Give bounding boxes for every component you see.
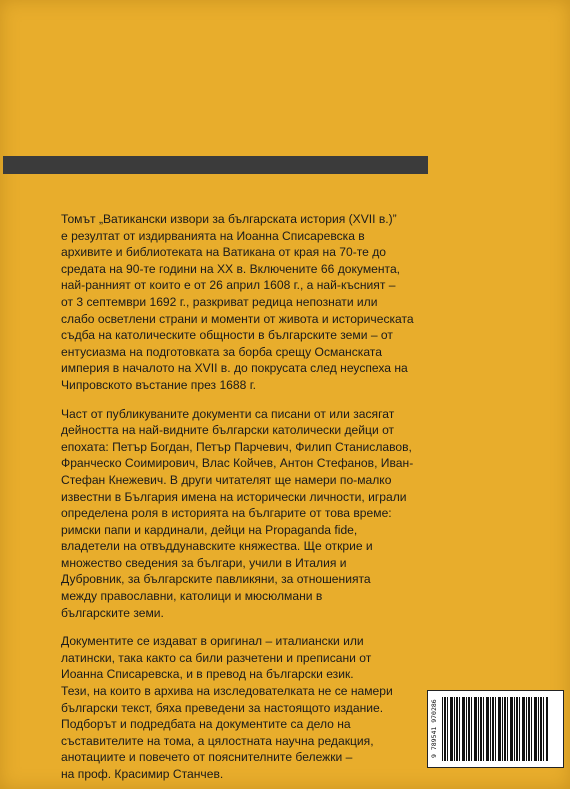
decorative-bar [3, 156, 428, 174]
isbn-barcode [427, 690, 564, 768]
barcode-icon [442, 697, 548, 761]
paragraph-2: Част от публикуваните документи са писани от или засягат дейността на най-видните български католически дейци от епохата: Петър Богдан, Петър Парчевич, Филип Станиславов, Франческо Соимирович, Влас Койчев, Антон Стефанов, Иван- Стефан Кнежевич. В други читателят ще намери по-малко известни в България имена на исторически личности, играли определена роля в историята на българите от това време: римски папи и кардинали, дейци на Propaganda fide, владетели на отвъддунавските княжества. Ще открие и множество сведения за българи, учили в Италия и Дубровник, за българските павликяни, за отношенията между православни, католици и мюсюлмани в българските земи. [61, 406, 414, 620]
paragraph-1: Томът „Ватикански извори за българската история (XVII в.)” е резултат от издирванията на Иоанна Списаревска в архивите и библиотеката на Ватикана от края на 70-те до средата на 90-те години на XX в. Включените 66 документа, най-ранният от които е от 26 април 1608 г., а най-късният – от 3 септември 1692 г., разкриват редица непознати или слабо осветлени страни и моменти от живота и историческата съдба на католическите общности в българските земи – от ентусиазма на подготовката за борба срещу Османската империя в началото на XVII в. до покрусата след неуспеха на Чипровското въстание през 1688 г. [61, 212, 414, 392]
paragraph-3: Документите се издават в оригинал – италиански или латински, така както са били разчетени и преписани от Иоанна Списаревска, и в превод на български език. Тези, на които в архива на изследователката не се намери български текст, бяха преведени за настоящото издание. Подборът и подредбата на документите са дело на съставителите на тома, а цялостната научна редакция, анотациите и повечето от пояснителните бележки – на проф. Красимир Станчев. [61, 634, 393, 781]
annotation-text [61, 211, 469, 795]
barcode-digits: 9 789541 970286 [430, 699, 438, 759]
